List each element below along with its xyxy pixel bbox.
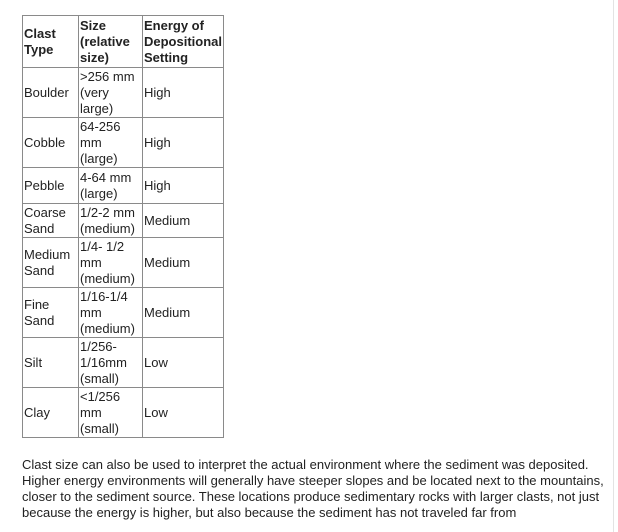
table-row	[23, 288, 224, 338]
clast-size-table	[22, 15, 224, 438]
cell-size: 1/4- 1/2 mm (medium)	[79, 238, 143, 288]
table-row	[23, 168, 224, 204]
table-row	[23, 238, 224, 288]
table-row	[23, 204, 224, 238]
header-energy: Energy of Depositional Setting	[143, 16, 224, 68]
cell-energy: Low	[143, 388, 224, 438]
cell-clast-type: Silt	[23, 338, 79, 388]
cell-size: 64-256 mm (large)	[79, 118, 143, 168]
cell-energy: Medium	[143, 204, 224, 238]
cell-energy: High	[143, 68, 224, 118]
cell-energy: High	[143, 168, 224, 204]
cell-size: 1/2-2 mm (medium)	[79, 204, 143, 238]
header-size: Size (relative size)	[79, 16, 143, 68]
cell-clast-type: Medium Sand	[23, 238, 79, 288]
header-clast-type: Clast Type	[23, 16, 79, 68]
table-row	[23, 338, 224, 388]
cell-size: 4-64 mm (large)	[79, 168, 143, 204]
table-header-row	[23, 16, 224, 68]
table-row	[23, 388, 224, 438]
cell-size: 1/256-1/16mm (small)	[79, 338, 143, 388]
cell-size: <1/256 mm (small)	[79, 388, 143, 438]
cell-clast-type: Fine Sand	[23, 288, 79, 338]
cell-clast-type: Pebble	[23, 168, 79, 204]
cell-size: 1/16-1/4 mm (medium)	[79, 288, 143, 338]
cell-size: >256 mm (very large)	[79, 68, 143, 118]
cell-clast-type: Cobble	[23, 118, 79, 168]
cell-energy: Low	[143, 338, 224, 388]
cell-energy: Medium	[143, 238, 224, 288]
body-paragraph: Clast size can also be used to interpret the actual environment where the sediment was deposited. Higher energy environments will generally have steeper slopes and be located next to the mountains, closer to the sediment source. These locations produce sedimentary rocks with larger clasts, not just because the energy is higher, but also because the sediment has not traveled far from	[22, 457, 604, 520]
table-row	[23, 68, 224, 118]
cell-energy: High	[143, 118, 224, 168]
table-row	[23, 118, 224, 168]
cell-clast-type: Clay	[23, 388, 79, 438]
cell-clast-type: Boulder	[23, 68, 79, 118]
cell-clast-type: Coarse Sand	[23, 204, 79, 238]
cell-energy: Medium	[143, 288, 224, 338]
page-edge-divider	[613, 0, 614, 532]
